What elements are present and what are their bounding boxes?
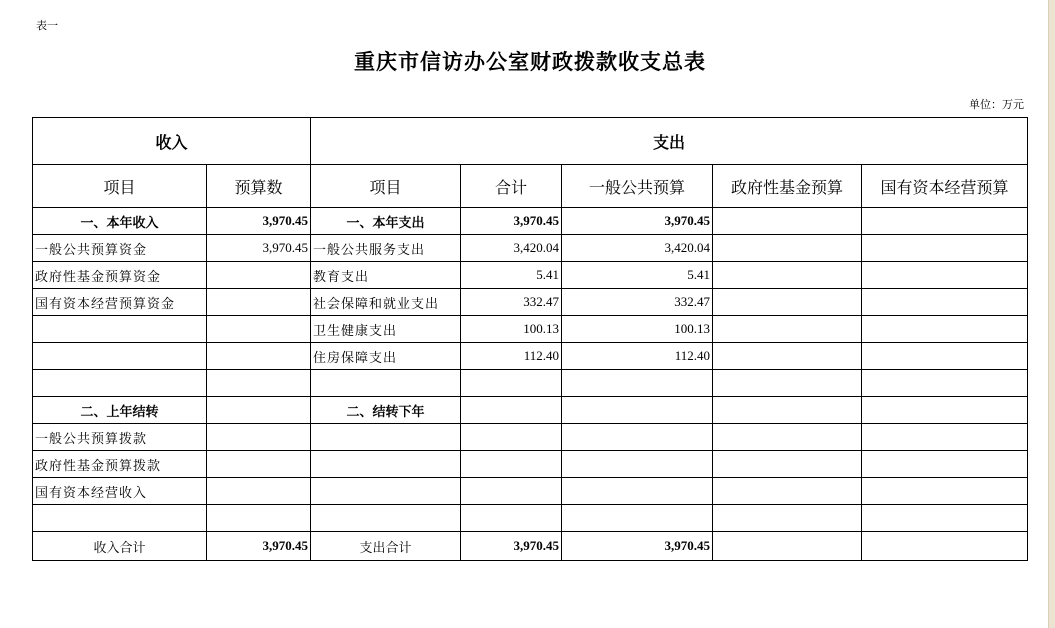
income-budget-cell [207,424,311,451]
state-capital-cell [862,397,1028,424]
general-budget-cell: 5.41 [562,262,713,289]
income-budget-cell [207,316,311,343]
col-header-gov-fund-budget: 政府性基金预算 [713,165,862,208]
income-budget-cell: 3,970.45 [207,532,311,561]
table-row [33,262,1028,289]
gov-fund-cell [713,424,862,451]
unit-label: 单位：万元 [969,98,1024,111]
state-capital-cell [862,532,1028,561]
income-budget-cell [207,397,311,424]
income-item-cell [33,343,207,370]
table-row [33,343,1028,370]
state-capital-cell [862,262,1028,289]
income-item-cell: 一、本年收入 [33,208,207,235]
gov-fund-cell [713,451,862,478]
state-capital-cell [862,505,1028,532]
income-item-cell: 政府性基金预算资金 [33,262,207,289]
income-budget-cell [207,289,311,316]
gov-fund-cell [713,532,862,561]
col-header-income-item: 项目 [33,165,207,208]
income-item-cell: 政府性基金预算拨款 [33,451,207,478]
expense-header: 支出 [311,118,1028,165]
gov-fund-cell [713,316,862,343]
expense-total-cell [461,397,562,424]
col-header-total: 合计 [461,165,562,208]
expense-item-cell [311,451,461,478]
expense-item-cell: 卫生健康支出 [311,316,461,343]
table-row [33,451,1028,478]
state-capital-cell [862,235,1028,262]
gov-fund-cell [713,235,862,262]
expense-total-cell: 3,970.45 [461,208,562,235]
expense-item-cell [311,370,461,397]
expense-item-cell: 教育支出 [311,262,461,289]
budget-table [32,117,1028,561]
general-budget-cell: 3,970.45 [562,532,713,561]
table-row [33,397,1028,424]
table-row [33,316,1028,343]
expense-total-cell [461,370,562,397]
expense-total-cell: 3,420.04 [461,235,562,262]
income-item-cell: 一般公共预算资金 [33,235,207,262]
general-budget-cell: 3,970.45 [562,208,713,235]
income-budget-cell [207,262,311,289]
general-budget-cell [562,397,713,424]
income-budget-cell: 3,970.45 [207,208,311,235]
state-capital-cell [862,451,1028,478]
general-budget-cell [562,451,713,478]
gov-fund-cell [713,208,862,235]
gov-fund-cell [713,370,862,397]
table-number-label: 表一 [36,19,58,32]
general-budget-cell [562,370,713,397]
income-item-cell [33,505,207,532]
expense-total-cell [461,478,562,505]
table-row [33,505,1028,532]
state-capital-cell [862,424,1028,451]
income-item-cell: 一般公共预算拨款 [33,424,207,451]
general-budget-cell: 100.13 [562,316,713,343]
income-budget-cell [207,451,311,478]
expense-total-cell: 112.40 [461,343,562,370]
income-item-cell: 收入合计 [33,532,207,561]
expense-total-cell: 3,970.45 [461,532,562,561]
page-edge [1048,0,1055,628]
table-row [33,424,1028,451]
state-capital-cell [862,343,1028,370]
gov-fund-cell [713,262,862,289]
table-row [33,478,1028,505]
general-budget-cell [562,478,713,505]
header-row-groups [33,118,1028,165]
expense-total-cell [461,451,562,478]
gov-fund-cell [713,289,862,316]
expense-total-cell [461,505,562,532]
income-item-cell [33,370,207,397]
general-budget-cell [562,505,713,532]
gov-fund-cell [713,478,862,505]
general-budget-cell: 3,420.04 [562,235,713,262]
income-item-cell: 二、上年结转 [33,397,207,424]
income-item-cell [33,316,207,343]
general-budget-cell [562,424,713,451]
header-row-columns [33,165,1028,208]
table-row [33,235,1028,262]
expense-total-cell: 100.13 [461,316,562,343]
gov-fund-cell [713,505,862,532]
table-row [33,208,1028,235]
expense-item-cell: 一般公共服务支出 [311,235,461,262]
income-budget-cell [207,478,311,505]
expense-item-cell [311,505,461,532]
table-row [33,289,1028,316]
state-capital-cell [862,478,1028,505]
table-row [33,532,1028,561]
table-row [33,370,1028,397]
income-item-cell: 国有资本经营收入 [33,478,207,505]
col-header-general-budget: 一般公共预算 [562,165,713,208]
state-capital-cell [862,289,1028,316]
state-capital-cell [862,208,1028,235]
col-header-state-capital-budget: 国有资本经营预算 [862,165,1028,208]
expense-total-cell: 332.47 [461,289,562,316]
income-budget-cell [207,370,311,397]
income-budget-cell [207,505,311,532]
expense-total-cell [461,424,562,451]
expense-item-cell [311,424,461,451]
general-budget-cell: 112.40 [562,343,713,370]
expense-item-cell [311,478,461,505]
expense-item-cell: 住房保障支出 [311,343,461,370]
income-item-cell: 国有资本经营预算资金 [33,289,207,316]
income-budget-cell [207,343,311,370]
income-header: 收入 [33,118,311,165]
expense-item-cell: 二、结转下年 [311,397,461,424]
expense-item-cell: 一、本年支出 [311,208,461,235]
general-budget-cell: 332.47 [562,289,713,316]
col-header-expense-item: 项目 [311,165,461,208]
expense-item-cell: 社会保障和就业支出 [311,289,461,316]
gov-fund-cell [713,397,862,424]
page-title: 重庆市信访办公室财政拨款收支总表 [354,49,706,74]
col-header-budget: 预算数 [207,165,311,208]
expense-item-cell: 支出合计 [311,532,461,561]
income-budget-cell: 3,970.45 [207,235,311,262]
gov-fund-cell [713,343,862,370]
expense-total-cell: 5.41 [461,262,562,289]
state-capital-cell [862,316,1028,343]
state-capital-cell [862,370,1028,397]
